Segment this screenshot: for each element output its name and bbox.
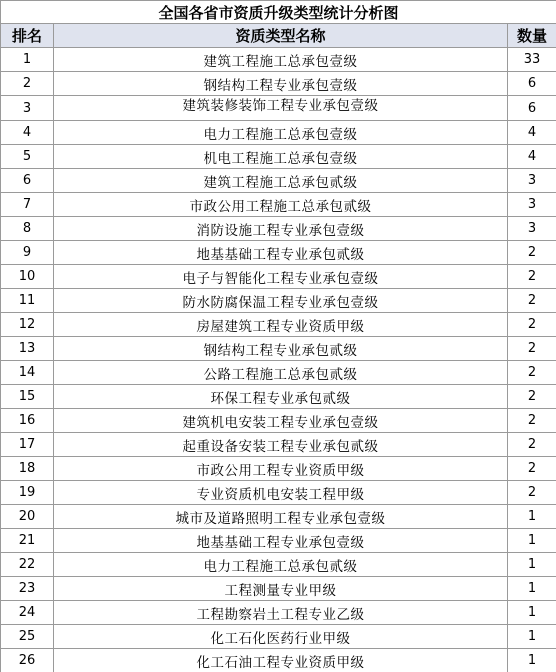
count-cell[interactable]: 3 xyxy=(508,193,556,217)
rank-cell[interactable]: 22 xyxy=(1,553,54,577)
rank-cell[interactable]: 8 xyxy=(1,217,54,241)
count-cell[interactable]: 6 xyxy=(508,72,556,96)
rank-cell[interactable]: 15 xyxy=(1,385,54,409)
name-cell[interactable]: 化工石油工程专业资质甲级 xyxy=(54,649,508,672)
count-cell[interactable]: 2 xyxy=(508,313,556,337)
rank-cell[interactable]: 3 xyxy=(1,96,54,121)
count-cell[interactable]: 2 xyxy=(508,457,556,481)
name-cell[interactable]: 建筑装修装饰工程专业承包壹级 xyxy=(54,96,508,121)
name-cell[interactable]: 电力工程施工总承包壹级 xyxy=(54,121,508,145)
count-cell[interactable]: 3 xyxy=(508,217,556,241)
rank-cell[interactable]: 7 xyxy=(1,193,54,217)
table-row xyxy=(1,361,556,385)
count-cell[interactable]: 1 xyxy=(508,601,556,625)
name-cell[interactable]: 工程测量专业甲级 xyxy=(54,577,508,601)
count-cell[interactable]: 2 xyxy=(508,241,556,265)
count-cell[interactable]: 2 xyxy=(508,481,556,505)
name-cell[interactable]: 房屋建筑工程专业资质甲级 xyxy=(54,313,508,337)
table-row xyxy=(1,481,556,505)
name-cell[interactable]: 建筑工程施工总承包壹级 xyxy=(54,48,508,72)
rank-cell[interactable]: 20 xyxy=(1,505,54,529)
table-title[interactable]: 全国各省市资质升级类型统计分析图 xyxy=(1,1,556,24)
count-cell[interactable]: 2 xyxy=(508,265,556,289)
name-cell[interactable]: 钢结构工程专业承包贰级 xyxy=(54,337,508,361)
rank-cell[interactable]: 9 xyxy=(1,241,54,265)
count-cell[interactable]: 1 xyxy=(508,553,556,577)
name-cell[interactable]: 电力工程施工总承包贰级 xyxy=(54,553,508,577)
count-cell[interactable]: 33 xyxy=(508,48,556,72)
count-cell[interactable]: 1 xyxy=(508,505,556,529)
rank-cell[interactable]: 23 xyxy=(1,577,54,601)
name-cell[interactable]: 环保工程专业承包贰级 xyxy=(54,385,508,409)
rank-cell[interactable]: 1 xyxy=(1,48,54,72)
header-count[interactable]: 数量 xyxy=(508,24,556,48)
table-row xyxy=(1,529,556,553)
count-cell[interactable]: 4 xyxy=(508,121,556,145)
name-cell[interactable]: 公路工程施工总承包贰级 xyxy=(54,361,508,385)
rank-cell[interactable]: 2 xyxy=(1,72,54,96)
title-row xyxy=(1,1,556,24)
name-cell[interactable]: 专业资质机电安装工程甲级 xyxy=(54,481,508,505)
name-cell[interactable]: 建筑机电安装工程专业承包壹级 xyxy=(54,409,508,433)
count-cell[interactable]: 3 xyxy=(508,169,556,193)
table-row xyxy=(1,649,556,672)
name-cell[interactable]: 钢结构工程专业承包壹级 xyxy=(54,72,508,96)
table-row xyxy=(1,337,556,361)
table-row xyxy=(1,48,556,72)
count-cell[interactable]: 4 xyxy=(508,145,556,169)
rank-cell[interactable]: 18 xyxy=(1,457,54,481)
count-cell[interactable]: 2 xyxy=(508,337,556,361)
table-row xyxy=(1,601,556,625)
table-row xyxy=(1,121,556,145)
name-cell[interactable]: 地基基础工程专业承包壹级 xyxy=(54,529,508,553)
name-cell[interactable]: 地基基础工程专业承包贰级 xyxy=(54,241,508,265)
table-row xyxy=(1,385,556,409)
table-row xyxy=(1,457,556,481)
count-cell[interactable]: 1 xyxy=(508,577,556,601)
header-name[interactable]: 资质类型名称 xyxy=(54,24,508,48)
header-rank[interactable]: 排名 xyxy=(1,24,54,48)
count-cell[interactable]: 2 xyxy=(508,361,556,385)
count-cell[interactable]: 1 xyxy=(508,625,556,649)
table-row xyxy=(1,217,556,241)
table-row xyxy=(1,313,556,337)
rank-cell[interactable]: 19 xyxy=(1,481,54,505)
header-row xyxy=(1,24,556,48)
rank-cell[interactable]: 16 xyxy=(1,409,54,433)
rank-cell[interactable]: 5 xyxy=(1,145,54,169)
count-cell[interactable]: 6 xyxy=(508,96,556,121)
name-cell[interactable]: 工程勘察岩土工程专业乙级 xyxy=(54,601,508,625)
table-body xyxy=(1,48,556,672)
rank-cell[interactable]: 25 xyxy=(1,625,54,649)
count-cell[interactable]: 2 xyxy=(508,289,556,313)
count-cell[interactable]: 2 xyxy=(508,433,556,457)
name-cell[interactable]: 防水防腐保温工程专业承包壹级 xyxy=(54,289,508,313)
table-row xyxy=(1,193,556,217)
rank-cell[interactable]: 17 xyxy=(1,433,54,457)
table-row xyxy=(1,265,556,289)
name-cell[interactable]: 城市及道路照明工程专业承包壹级 xyxy=(54,505,508,529)
name-cell[interactable]: 化工石化医药行业甲级 xyxy=(54,625,508,649)
rank-cell[interactable]: 4 xyxy=(1,121,54,145)
rank-cell[interactable]: 12 xyxy=(1,313,54,337)
table-row xyxy=(1,409,556,433)
table-row xyxy=(1,577,556,601)
count-cell[interactable]: 2 xyxy=(508,409,556,433)
table-row xyxy=(1,169,556,193)
rank-cell[interactable]: 6 xyxy=(1,169,54,193)
rank-cell[interactable]: 14 xyxy=(1,361,54,385)
count-cell[interactable]: 1 xyxy=(508,529,556,553)
name-cell[interactable]: 消防设施工程专业承包壹级 xyxy=(54,217,508,241)
table-row xyxy=(1,145,556,169)
count-cell[interactable]: 2 xyxy=(508,385,556,409)
rank-cell[interactable]: 26 xyxy=(1,649,54,672)
rank-cell[interactable]: 10 xyxy=(1,265,54,289)
table-row xyxy=(1,72,556,96)
name-cell[interactable]: 建筑工程施工总承包贰级 xyxy=(54,169,508,193)
table-row xyxy=(1,625,556,649)
rank-cell[interactable]: 21 xyxy=(1,529,54,553)
table-row xyxy=(1,96,556,121)
name-cell[interactable]: 市政公用工程专业资质甲级 xyxy=(54,457,508,481)
count-cell[interactable]: 1 xyxy=(508,649,556,672)
table-row xyxy=(1,241,556,265)
name-cell[interactable]: 机电工程施工总承包壹级 xyxy=(54,145,508,169)
table-row xyxy=(1,433,556,457)
table-row xyxy=(1,505,556,529)
rank-cell[interactable]: 13 xyxy=(1,337,54,361)
name-cell[interactable]: 市政公用工程施工总承包贰级 xyxy=(54,193,508,217)
rank-cell[interactable]: 11 xyxy=(1,289,54,313)
name-cell[interactable]: 电子与智能化工程专业承包壹级 xyxy=(54,265,508,289)
table-row xyxy=(1,553,556,577)
table-row xyxy=(1,289,556,313)
rank-cell[interactable]: 24 xyxy=(1,601,54,625)
name-cell[interactable]: 起重设备安装工程专业承包贰级 xyxy=(54,433,508,457)
